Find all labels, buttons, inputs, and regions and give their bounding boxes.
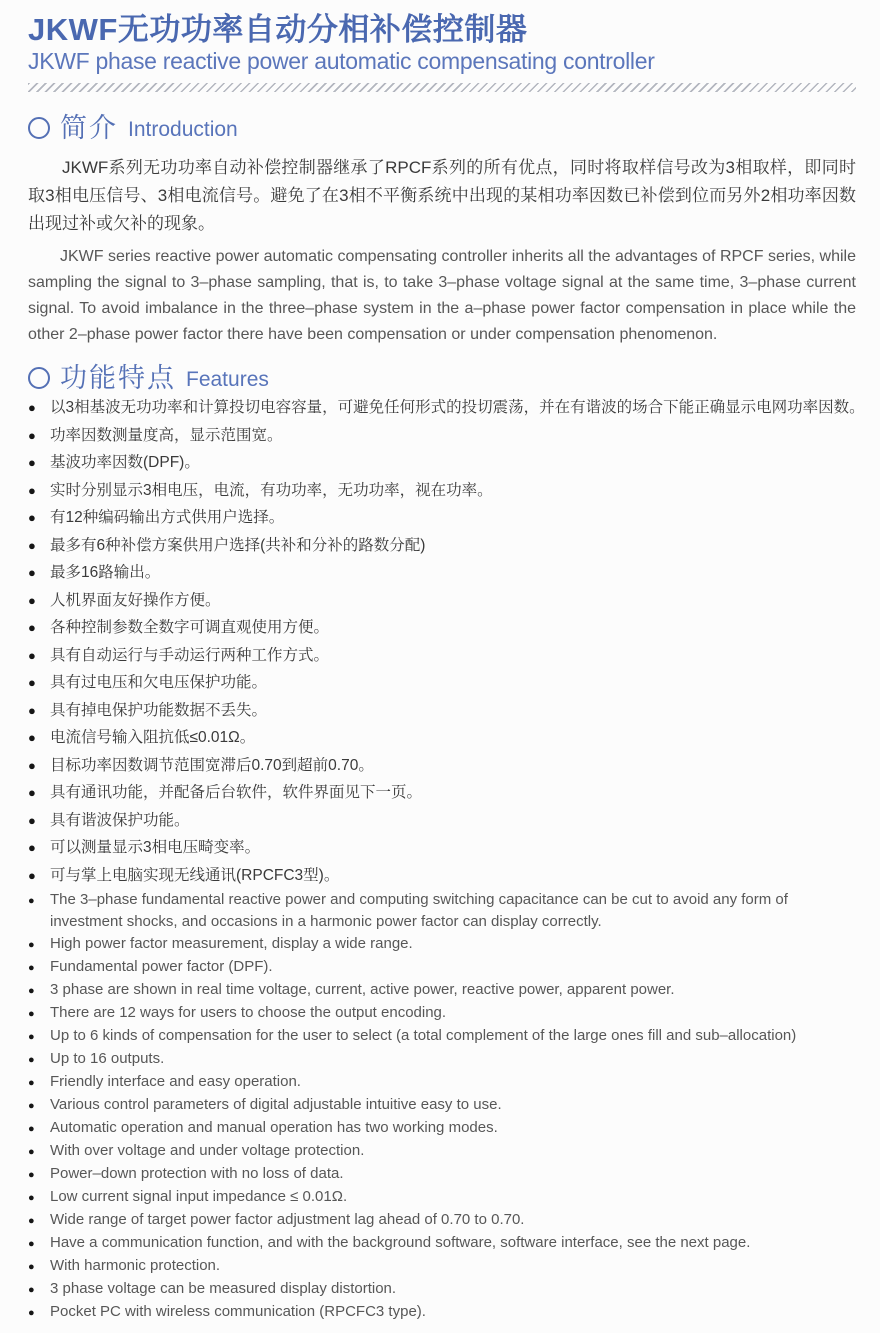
list-item-text: 具有谐波保护功能。 <box>50 811 190 829</box>
introduction-title-cn: 简介 <box>60 113 118 143</box>
bullet-icon: ● <box>28 537 36 553</box>
list-item <box>28 1002 856 1025</box>
features-title-cn: 功能特点 <box>60 363 176 393</box>
list-item <box>28 1301 856 1324</box>
list-item <box>28 697 856 725</box>
list-item <box>28 422 856 450</box>
bullet-icon: ● <box>28 1077 35 1089</box>
page-title-en: JKWF phase reactive power automatic compensating controller <box>28 48 655 74</box>
list-item-text: 最多有6种补偿方案供用户选择(共补和分补的路数分配) <box>50 536 426 554</box>
section-introduction <box>28 112 856 348</box>
bullet-icon: ● <box>28 1123 35 1135</box>
bullet-icon: ● <box>28 1008 35 1020</box>
list-item-text: 电流信号输入阻抗低≤0.01Ω。 <box>50 729 256 746</box>
bullet-icon: ● <box>28 985 35 997</box>
list-item-text: Power–down protection with no loss of data. <box>50 1165 344 1182</box>
list-item-text: Wide range of target power factor adjustment lag ahead of 0.70 to 0.70. <box>50 1211 525 1228</box>
list-item <box>28 1255 856 1278</box>
list-item <box>28 504 856 532</box>
list-item-text: 有12种编码输出方式供用户选择。 <box>50 509 285 526</box>
list-item <box>28 752 856 780</box>
bullet-icon: ● <box>28 647 36 663</box>
list-item-text: Low current signal input impedance ≤ 0.01Ω. <box>50 1188 348 1205</box>
bullet-icon: ● <box>28 1100 35 1112</box>
bullet-icon: ● <box>28 427 36 443</box>
list-item <box>28 587 856 615</box>
bullet-icon: ● <box>28 1031 35 1043</box>
list-item-text: 可与掌上电脑实现无线通讯(RPCFC3型)。 <box>50 866 340 884</box>
section-features <box>28 362 865 1324</box>
bullet-icon: ● <box>28 1215 35 1227</box>
introduction-paragraph-en: JKWF series reactive power automatic compensating controller inherits all the advantages of RPCF series, while sampling the signal to 3–phase sampling, that is, to take 3–phase voltage signal at the same time, 3–phase current signal. To avoid imbalance in the three–phase system in the a–phase power factor compensation in place while the other 2–phase power factor there have been compensation or under compensation phenomenon. <box>28 248 856 343</box>
list-item-text: 最多16路输出。 <box>50 564 161 581</box>
list-item <box>28 834 856 862</box>
bullet-icon: ● <box>28 1192 35 1204</box>
features-header <box>28 362 856 394</box>
list-item-text: 目标功率因数调节范围宽滞后0.70到超前0.70。 <box>50 756 374 774</box>
features-list-en <box>28 889 856 1324</box>
list-item-text: With over voltage and under voltage protection. <box>50 1142 365 1159</box>
bullet-icon: ● <box>28 1284 35 1296</box>
list-item <box>28 532 856 560</box>
list-item-text: High power factor measurement, display a wide range. <box>50 935 413 952</box>
hatch-divider <box>28 83 856 92</box>
list-item-text: 具有过电压和欠电压保护功能。 <box>50 674 268 691</box>
bullet-icon: ● <box>28 840 36 855</box>
bullet-icon: ● <box>28 812 36 828</box>
list-item <box>28 669 856 697</box>
list-item-text: 3 phase voltage can be measured display distortion. <box>50 1280 397 1297</box>
list-item-text: 具有掉电保护功能数据不丢失。 <box>50 701 268 719</box>
list-item-text: 3 phase are shown in real time voltage, current, active power, reactive power, apparent power. <box>50 981 675 998</box>
bullet-icon: ● <box>28 785 36 800</box>
list-item <box>28 862 856 890</box>
bullet-icon: ● <box>28 702 36 718</box>
list-item <box>28 1163 856 1186</box>
list-item <box>28 956 856 979</box>
list-item-text: 基波功率因数(DPF)。 <box>50 454 200 471</box>
bullet-icon: ● <box>28 675 36 690</box>
circle-outline-icon <box>28 367 50 389</box>
bullet-icon: ● <box>28 510 36 525</box>
list-item-text: 人机界面友好操作方便。 <box>50 591 221 609</box>
list-item <box>28 449 856 477</box>
introduction-title-en: Introduction <box>128 118 238 141</box>
list-item <box>28 1278 856 1301</box>
list-item-text: The 3–phase fundamental reactive power and computing switching capacitance can be cut to avoid any form of investment shocks, and occasions in a harmonic power factor can display correctly. <box>50 891 788 930</box>
list-item <box>28 1094 856 1117</box>
list-item <box>28 1071 856 1094</box>
bullet-icon: ● <box>28 962 35 974</box>
list-item-text: 可以测量显示3相电压畸变率。 <box>50 839 261 856</box>
bullet-icon: ● <box>28 895 35 907</box>
bullet-icon: ● <box>28 592 36 608</box>
bullet-icon: ● <box>28 939 35 951</box>
list-item <box>28 1117 856 1140</box>
bullet-icon: ● <box>28 455 36 470</box>
list-item <box>28 889 856 933</box>
bullet-icon: ● <box>28 1054 35 1066</box>
bullet-icon: ● <box>28 1238 35 1250</box>
list-item-text: With harmonic protection. <box>50 1257 221 1274</box>
page-header <box>28 12 856 92</box>
list-item-text: 具有自动运行与手动运行两种工作方式。 <box>50 646 330 664</box>
circle-outline-icon <box>28 117 50 139</box>
list-item <box>28 559 856 587</box>
list-item-text: Friendly interface and easy operation. <box>50 1073 301 1090</box>
introduction-header <box>28 112 856 144</box>
features-list-cn <box>28 394 865 889</box>
list-item-text: Have a communication function, and with the background software, software interface, see the next page. <box>50 1234 751 1251</box>
features-title-en: Features <box>186 368 269 391</box>
bullet-icon: ● <box>28 1146 35 1158</box>
list-item-text: 功率因数测量度高，显示范围宽。 <box>50 426 283 444</box>
bullet-icon: ● <box>28 1307 35 1319</box>
list-item <box>28 1209 856 1232</box>
introduction-paragraph-cn: JKWF系列无功功率自动补偿控制器继承了RPCF系列的所有优点，同时将取样信号改为3相取样，即同时取3相电压信号、3相电流信号。避免了在3相不平衡系统中出现的某相功率因数已补偿到位而另外2相功率因数出现过补或欠补的现象。 <box>28 158 856 233</box>
list-item <box>28 1140 856 1163</box>
list-item <box>28 614 856 642</box>
list-item-text: 各种控制参数全数字可调直观使用方便。 <box>50 619 330 636</box>
bullet-icon: ● <box>28 565 36 580</box>
list-item <box>28 477 856 505</box>
bullet-icon: ● <box>28 1261 35 1273</box>
list-item <box>28 807 856 835</box>
list-item-text: Various control parameters of digital adjustable intuitive easy to use. <box>50 1096 502 1113</box>
list-item-text: 以3相基波无功功率和计算投切电容容量，可避免任何形式的投切震荡，并在有谐波的场合下能正确显示电网功率因数。 <box>50 399 865 416</box>
list-item-text: Up to 6 kinds of compensation for the user to select (a total complement of the large ones fill and sub–allocation) <box>50 1027 797 1044</box>
list-item <box>28 1025 856 1048</box>
bullet-icon: ● <box>28 867 36 883</box>
bullet-icon: ● <box>28 1169 35 1181</box>
bullet-icon: ● <box>28 620 36 635</box>
page-title-cn: JKWF无功功率自动分相补偿控制器 <box>28 12 528 47</box>
list-item <box>28 394 865 422</box>
bullet-icon: ● <box>28 757 36 773</box>
list-item <box>28 1232 856 1255</box>
list-item-text: There are 12 ways for users to choose the output encoding. <box>50 1004 447 1021</box>
list-item <box>28 1048 856 1071</box>
list-item-text: 具有通讯功能，并配备后台软件，软件界面见下一页。 <box>50 784 423 801</box>
list-item-text: Pocket PC with wireless communication (RPCFC3 type). <box>50 1303 426 1320</box>
list-item <box>28 979 856 1002</box>
list-item <box>28 933 856 956</box>
list-item-text: Automatic operation and manual operation has two working modes. <box>50 1119 498 1136</box>
list-item-text: 实时分别显示3相电压，电流，有功功率，无功功率，视在功率。 <box>50 481 493 499</box>
list-item <box>28 724 856 752</box>
bullet-icon: ● <box>28 730 36 745</box>
list-item-text: Fundamental power factor (DPF). <box>50 958 273 975</box>
bullet-icon: ● <box>28 482 36 498</box>
list-item <box>28 642 856 670</box>
bullet-icon: ● <box>28 400 36 415</box>
list-item-text: Up to 16 outputs. <box>50 1050 165 1067</box>
list-item <box>28 779 856 807</box>
list-item <box>28 1186 856 1209</box>
